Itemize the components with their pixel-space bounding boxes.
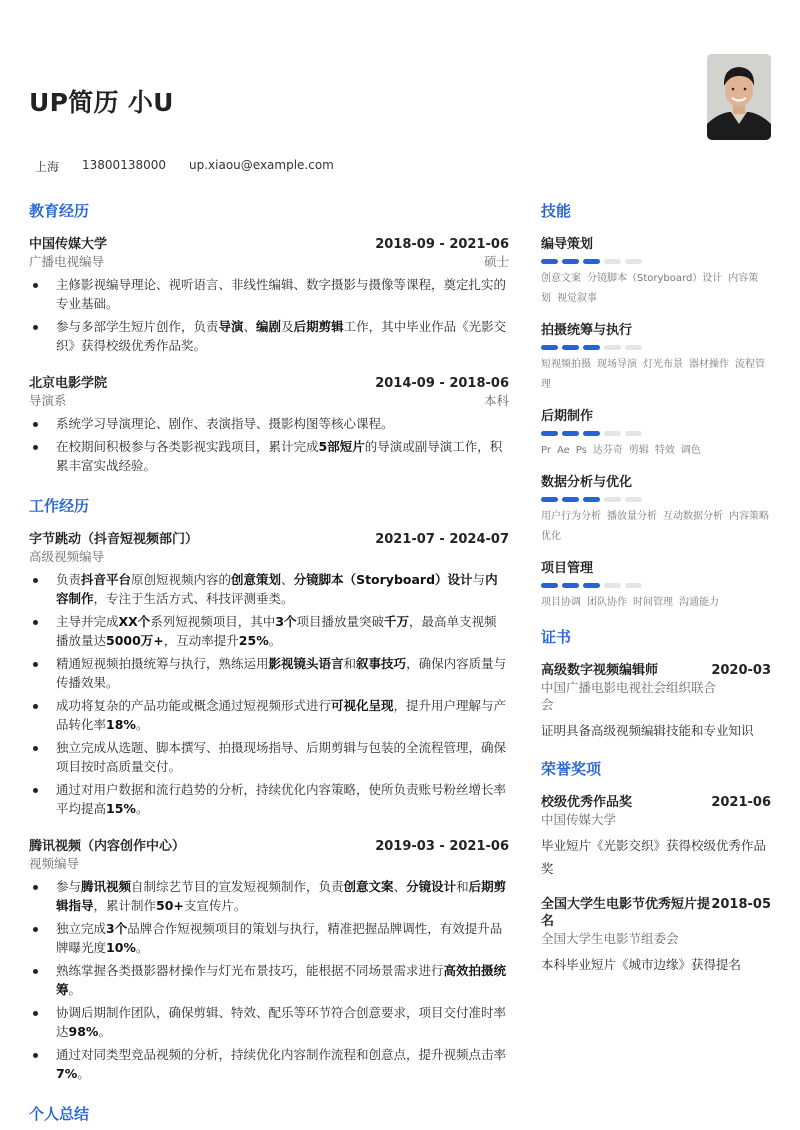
- entry-header: [29, 236, 509, 253]
- degree: 本科: [483, 393, 509, 408]
- bullet-text: ，专注于生活方式、科技评测垂类。: [93, 591, 294, 606]
- highlight-text: 抖音平台: [81, 572, 132, 587]
- highlight-text: 10%: [106, 940, 136, 955]
- bullet-text: 原创短视频内容的: [131, 572, 232, 587]
- highlight-text: 腾讯视频: [81, 879, 132, 894]
- award-entry: [541, 794, 771, 880]
- bullet-text: 在校期间积极参与各类影视实践项目，累计完成: [56, 439, 319, 454]
- bullet-text: 系列短视频项目，其中: [150, 614, 276, 629]
- section-title-awards: 荣誉奖项: [541, 760, 602, 778]
- section-title-education: 教育经历: [29, 202, 90, 220]
- school-name: 北京电影学院: [29, 376, 108, 391]
- issuing-org: 中国广播电影电视社会组织联合会: [541, 680, 717, 712]
- highlight-text: 编剧: [256, 319, 282, 334]
- entry-subtitle: [29, 855, 509, 872]
- award-description: 本科毕业短片《城市边缘》获得提名: [541, 957, 742, 972]
- education-entry: [29, 236, 509, 355]
- skill-level-meter: [541, 497, 771, 502]
- bullet-text: 。: [68, 982, 82, 997]
- highlight-text: 后期剪辑指导: [56, 879, 507, 913]
- skill-level-dot: [541, 497, 558, 502]
- skill-level-dot: [583, 259, 600, 264]
- certificate-name: 高级数字视频编辑师: [541, 663, 659, 678]
- bullet-text: 参与: [56, 879, 82, 894]
- skill-level-dot: [625, 497, 642, 502]
- date-range: 2021-07 - 2024-07: [375, 532, 509, 547]
- work-entry: [29, 531, 509, 818]
- skill-level-dot: [604, 431, 621, 436]
- skill-tag: 剪辑: [628, 445, 649, 456]
- issuing-org: 全国大学生电影节组委会: [541, 931, 679, 946]
- major: 导演系: [29, 393, 67, 408]
- skill-level-meter: [541, 583, 771, 588]
- certificate-description: 证明具备高级视频编辑技能和专业知识: [541, 723, 754, 738]
- avatar: [707, 54, 771, 140]
- certificates-section: [541, 626, 771, 742]
- bullet-text: 。: [268, 633, 282, 648]
- skill-tags: [541, 269, 771, 309]
- section-title-skills: 技能: [541, 202, 572, 220]
- entry-header: [541, 662, 771, 679]
- education-entry: [29, 375, 509, 475]
- skill-tag: 视觉叙事: [557, 293, 597, 304]
- issuing-org: 中国传媒大学: [541, 812, 617, 827]
- highlight-text: 15%: [106, 801, 136, 816]
- highlight-text: 18%: [106, 717, 136, 732]
- job-role: 视频编导: [29, 856, 80, 871]
- work-section: [29, 495, 509, 1083]
- highlight-text: 5部短片: [318, 439, 365, 454]
- certificate-entry: [541, 662, 771, 742]
- highlight-text: 分镜设计: [406, 879, 457, 894]
- bullet-text: 、: [393, 879, 407, 894]
- contact-phone[interactable]: 13800138000: [82, 158, 166, 172]
- bullet-text: 主修影视编导理论、视听语言、非线性编辑、数字摄影与摄像等课程，奠定扎实的专业基础。: [56, 277, 507, 311]
- skill-tag: 互动数据分析: [663, 511, 723, 522]
- skill-tag: 用户行为分析: [541, 511, 601, 522]
- bullet-text: 。: [98, 1024, 111, 1039]
- skill-level-dot: [583, 583, 600, 588]
- skill-item: [541, 474, 771, 547]
- skill-tag: 团队协作: [587, 597, 627, 608]
- highlight-text: 创意策划: [231, 572, 282, 587]
- skill-level-meter: [541, 345, 771, 350]
- skill-tags: [541, 355, 771, 395]
- highlight-text: XX个: [118, 614, 151, 629]
- bullet-item: [29, 780, 509, 818]
- skill-level-dot: [562, 431, 579, 436]
- skill-level-dot: [604, 259, 621, 264]
- skill-level-meter: [541, 431, 771, 436]
- skill-level-dot: [562, 583, 579, 588]
- skill-tag: 播放量分析: [607, 511, 657, 522]
- award-name: 校级优秀作品奖: [541, 795, 633, 810]
- company-name: 腾讯视频（内容创作中心）: [29, 839, 186, 854]
- skill-name: 后期制作: [541, 409, 594, 424]
- highlight-text: 千万: [384, 614, 410, 629]
- bullet-text: 系统学习导演理论、剧作、表演指导、摄影构图等核心课程。: [56, 416, 394, 431]
- date: 2020-03: [711, 663, 771, 678]
- skill-level-dot: [541, 259, 558, 264]
- skill-item: [541, 322, 771, 395]
- entry-header: [29, 531, 509, 548]
- skill-tag: Ps: [575, 445, 587, 456]
- bullet-list: [29, 570, 509, 818]
- bullet-text: 项目播放量突破: [296, 614, 385, 629]
- skill-level-dot: [541, 431, 558, 436]
- bullet-item: [29, 961, 509, 999]
- highlight-text: 3个: [275, 614, 297, 629]
- skills-section: [541, 200, 771, 613]
- date-range: 2018-09 - 2021-06: [375, 237, 509, 252]
- skill-tag: Pr: [541, 445, 551, 456]
- skill-level-dot: [604, 497, 621, 502]
- bullet-text: ，提升用户理解与产品转化率: [56, 698, 507, 732]
- skill-level-dot: [541, 583, 558, 588]
- contact-city: 上海: [35, 160, 60, 174]
- skill-level-dot: [625, 431, 642, 436]
- entry-subtitle: [29, 548, 509, 565]
- skill-tag: 内容策略优化: [541, 511, 769, 542]
- bullet-item: [29, 1003, 509, 1041]
- skill-level-dot: [625, 259, 642, 264]
- skill-level-dot: [604, 583, 621, 588]
- entry-header: [29, 838, 509, 855]
- side-column: [541, 200, 771, 992]
- bullet-text: 通过对同类型竞品视频的分析，持续优化内容制作流程和创意点，提升视频点击率: [56, 1047, 507, 1062]
- contact-info: [35, 158, 357, 175]
- highlight-text: 叙事技巧: [356, 656, 407, 671]
- bullet-text: 。: [135, 801, 149, 816]
- bullet-text: 自制综艺节目的宣发短视频制作，负责: [131, 879, 344, 894]
- bullet-text: ，互动率提升: [163, 633, 239, 648]
- highlight-text: 3个: [106, 921, 128, 936]
- skill-tag: 灯光布景: [643, 359, 683, 370]
- highlight-text: 分镜脚本（Storyboard）设计: [293, 572, 473, 587]
- date: 2018-05: [711, 897, 771, 912]
- skill-level-dot: [583, 431, 600, 436]
- bullet-item: [29, 437, 509, 475]
- bullet-text: 和: [456, 879, 469, 894]
- section-title-summary: 个人总结: [29, 1105, 90, 1123]
- skill-level-dot: [541, 345, 558, 350]
- entry-subtitle: [29, 253, 509, 270]
- bullet-text: 参与多部学生短片创作，负责: [56, 319, 219, 334]
- section-title-work: 工作经历: [29, 497, 90, 515]
- highlight-text: 影视镜头语言: [268, 656, 344, 671]
- bullet-text: 独立完成: [56, 921, 107, 936]
- skill-tag: 调色: [680, 445, 701, 456]
- skill-tags: [541, 593, 771, 613]
- education-section: [29, 200, 509, 475]
- entry-header: [541, 794, 771, 811]
- skill-level-dot: [562, 497, 579, 502]
- bullet-text: 通过对用户数据和流行趋势的分析，持续优化内容策略，使所负责账号粉丝增长率平均提高: [56, 782, 507, 816]
- skill-item: [541, 236, 771, 309]
- highlight-text: 25%: [238, 633, 269, 648]
- skill-level-dot: [625, 345, 642, 350]
- bullet-text: 的导演或副导演工作，积累丰富实战经验。: [56, 439, 503, 473]
- highlight-text: 内容制作: [56, 572, 498, 606]
- skill-level-dot: [562, 345, 579, 350]
- bullet-text: 、: [281, 572, 294, 587]
- skill-tag: 项目协调: [541, 597, 581, 608]
- skill-name: 项目管理: [541, 561, 594, 576]
- skill-tag: 特效: [654, 445, 675, 456]
- bullet-item: [29, 919, 509, 957]
- skill-tag: Ae: [556, 445, 570, 456]
- date-range: 2019-03 - 2021-06: [375, 839, 509, 854]
- skill-level-meter: [541, 259, 771, 264]
- bullet-item: [29, 696, 509, 734]
- skill-name: 编导策划: [541, 237, 594, 252]
- bullet-text: 工作，其中毕业作品《光影交织》获得校级优秀作品奖。: [56, 319, 507, 353]
- bullet-text: ，累计制作: [93, 898, 157, 913]
- bullet-text: 和: [343, 656, 357, 671]
- highlight-text: 后期剪辑: [293, 319, 344, 334]
- bullet-text: 及: [281, 319, 294, 334]
- date-range: 2014-09 - 2018-06: [375, 376, 509, 391]
- bullet-list: [29, 414, 509, 475]
- bullet-text: 协调后期制作团队，确保剪辑、特效、配乐等环节符合创意要求，项目交付准时率达: [56, 1005, 507, 1039]
- bullet-item: [29, 1045, 509, 1083]
- entry-subtitle: [29, 392, 509, 409]
- entry-header: [541, 896, 771, 930]
- contact-email[interactable]: up.xiaou@example.com: [189, 158, 334, 172]
- highlight-text: 98%: [68, 1024, 99, 1039]
- bullet-text: 、: [243, 319, 257, 334]
- degree: 硕士: [483, 254, 509, 269]
- award-entry: [541, 896, 771, 976]
- bullet-list: [29, 877, 509, 1083]
- highlight-text: 5000万+: [106, 633, 164, 648]
- bullet-text: 与: [472, 572, 486, 587]
- section-title-certificates: 证书: [541, 628, 572, 646]
- job-role: 高级视频编导: [29, 549, 105, 564]
- highlight-text: 创意文案: [343, 879, 394, 894]
- bullet-text: 支宣传片。: [183, 898, 247, 913]
- skill-level-dot: [583, 345, 600, 350]
- award-name: 全国大学生电影节优秀短片提名: [541, 897, 711, 929]
- main-column: [29, 200, 509, 1130]
- bullet-text: 负责: [56, 572, 82, 587]
- bullet-item: [29, 317, 509, 355]
- skill-tags: [541, 507, 771, 547]
- skill-tag: 分镜脚本（Storyboard）设计: [587, 273, 723, 284]
- bullet-text: 成功将复杂的产品功能或概念通过短视频形式进行: [56, 698, 332, 713]
- portrait-image: [707, 54, 771, 140]
- company-name: 字节跳动（抖音短视频部门）: [29, 532, 199, 547]
- skill-item: [541, 408, 771, 461]
- bullet-item: [29, 877, 509, 915]
- highlight-text: 高效拍摄统筹: [56, 963, 507, 997]
- highlight-text: 7%: [56, 1066, 78, 1081]
- bullet-text: ，最高单支视频播放量达: [56, 614, 497, 648]
- bullet-text: 。: [135, 940, 149, 955]
- skill-tag: 内容策划: [541, 273, 759, 304]
- highlight-text: 50+: [156, 898, 184, 913]
- skill-level-dot: [562, 259, 579, 264]
- bullet-text: 熟练掌握各类摄影器材操作与灯光布景技巧，能根据不同场景需求进行: [56, 963, 444, 978]
- work-entry: [29, 838, 509, 1083]
- highlight-text: 可视化呈现: [331, 698, 394, 713]
- skill-name: 拍摄统筹与执行: [541, 323, 633, 338]
- skill-tag: 现场导演: [597, 359, 637, 370]
- skill-level-dot: [625, 583, 642, 588]
- skill-tag: 器材操作: [689, 359, 729, 370]
- bullet-text: 主导并完成: [56, 614, 119, 629]
- summary-section: [29, 1103, 509, 1125]
- skill-tag: 创意文案: [541, 273, 581, 284]
- bullet-text: ，确保内容质量与传播效果。: [56, 656, 507, 690]
- skill-tag: 沟通能力: [679, 597, 719, 608]
- bullet-item: [29, 275, 509, 313]
- skill-tag: 达芬奇: [592, 445, 623, 456]
- resume-header: [0, 0, 800, 190]
- skill-level-dot: [604, 345, 621, 350]
- major: 广播电视编导: [29, 254, 105, 269]
- bullet-item: [29, 612, 509, 650]
- bullet-item: [29, 570, 509, 608]
- bullet-text: 精通短视频拍摄统筹与执行，熟练运用: [56, 656, 269, 671]
- bullet-item: [29, 414, 509, 433]
- highlight-text: 导演: [218, 319, 244, 334]
- skill-tags: [541, 441, 771, 461]
- bullet-item: [29, 654, 509, 692]
- bullet-text: 。: [77, 1066, 90, 1081]
- bullet-list: [29, 275, 509, 355]
- award-description: 毕业短片《光影交织》获得校级优秀作品奖: [541, 838, 767, 876]
- skill-level-dot: [583, 497, 600, 502]
- skill-tag: 短视频拍摄: [541, 359, 591, 370]
- entry-header: [29, 375, 509, 392]
- awards-section: [541, 758, 771, 976]
- skill-tag: 时间管理: [633, 597, 673, 608]
- candidate-name: UP简历 小U: [29, 88, 174, 117]
- school-name: 中国传媒大学: [29, 237, 108, 252]
- skill-name: 数据分析与优化: [541, 475, 633, 490]
- bullet-text: 品牌合作短视频项目的策划与执行，精准把握品牌调性，有效提升品牌曝光度: [56, 921, 503, 955]
- skill-tag: 流程管理: [541, 359, 765, 390]
- date: 2021-06: [711, 795, 771, 810]
- bullet-text: 独立完成从选题、脚本撰写、拍摄现场指导、后期剪辑与包装的全流程管理，确保项目按时高质量交付。: [56, 740, 507, 774]
- bullet-text: 。: [135, 717, 149, 732]
- skill-item: [541, 560, 771, 613]
- bullet-item: [29, 738, 509, 776]
